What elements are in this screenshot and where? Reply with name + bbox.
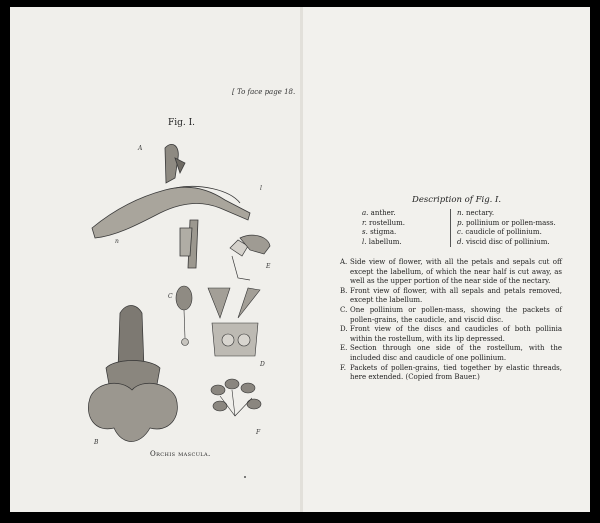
page-note: [ To face page 18.	[232, 88, 296, 96]
figure-f-pollen-packets	[211, 379, 261, 436]
legend-item: l. labellum.	[362, 237, 402, 246]
plate-letter-f: F	[256, 429, 261, 436]
description-entry: F. Packets of pollen-grains, tied together by elastic threads, here extended. (Copied from Bauer.)	[340, 363, 562, 382]
plate-letter-d: D	[260, 361, 265, 368]
legend-right-column	[450, 209, 577, 247]
page-speck	[244, 476, 246, 478]
plate-letter-n: n	[115, 238, 119, 245]
legend-item: p. pollinium or pollen-mass.	[457, 218, 556, 227]
figure-d-discs	[208, 288, 265, 368]
plate-letter-c: C	[168, 293, 173, 300]
description-entry: D. Front view of the discs and caudicles of both pollinia within the rostellum, with its lip depressed.	[340, 325, 562, 343]
figure-c-pollinium	[168, 286, 192, 346]
plate-letter-b: B	[94, 439, 99, 446]
legend-item: r. rostellum.	[362, 218, 406, 227]
figure-description-entries	[340, 258, 562, 383]
description-entry: A. Side view of flower, with all the petals and sepals cut off except the labellum, of which the near half is cut away, as well as the upper portion of the near side of the nectary.	[340, 258, 562, 286]
orchis-plate-illustration	[80, 128, 300, 448]
legend-item: c. caudicle of pollinium.	[457, 228, 542, 236]
book-gutter	[300, 7, 303, 512]
legend-item: n. nectary.	[457, 209, 495, 217]
figure-e-rostellum-section	[230, 235, 271, 280]
legend-left-column	[362, 209, 452, 247]
legend-item: s. stigma.	[362, 228, 397, 236]
figure-label: Fig. I.	[168, 118, 196, 128]
legend-item: d. viscid disc of pollinium.	[457, 237, 550, 246]
figure-b-front-view	[88, 306, 177, 447]
plate-letter-a: A	[138, 145, 143, 152]
plate-letter-l: l	[260, 185, 262, 192]
description-entry: E. Section through one side of the rostellum, with the included disc and caudicle of one pollinium.	[340, 344, 562, 362]
description-entry: B. Front view of flower, with all sepals and petals removed, except the labellum.	[340, 286, 562, 305]
plate-letter-e: E	[266, 263, 271, 270]
legend-item: a. anther.	[362, 209, 396, 217]
figure-caption: Orchis mascula.	[150, 450, 211, 458]
description-title: Description of Fig. I.	[412, 195, 502, 205]
description-entry: C. One pollinium or pollen-mass, showing the packets of pollen-grains, the caudicle, and viscid disc.	[340, 305, 562, 324]
